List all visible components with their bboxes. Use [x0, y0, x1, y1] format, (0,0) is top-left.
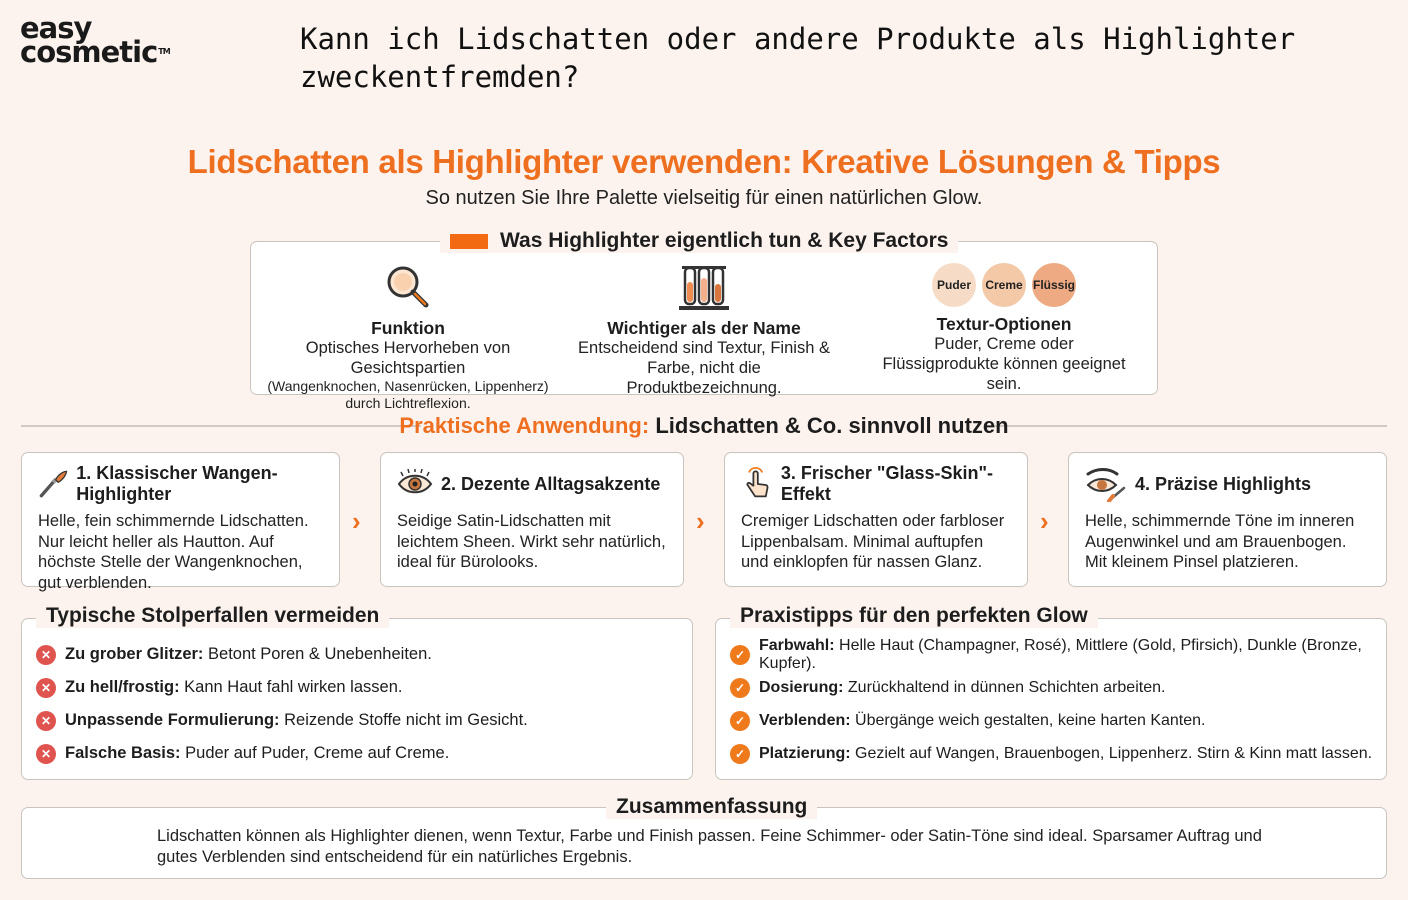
check-icon: ✓ [730, 711, 750, 731]
tips-list [730, 638, 1380, 770]
item-text: Betont Poren & Unebenheiten. [203, 645, 432, 663]
card-title: 4. Präzise Highlights [1135, 473, 1312, 494]
item-text: Helle Haut (Champagner, Rosé), Mittlere (Gold, Pfirsich), Dunkle (Bronze, Kupfer). [759, 636, 1362, 672]
card-text: Seidige Satin-Lidschatten mit leichtem Sheen. Wirkt sehr natürlich, ideal für Bürolooks. [397, 512, 666, 571]
key-factor-small-2: durch Lichtreflexion. [345, 395, 471, 411]
pitfalls-heading: Typische Stolperfallen vermeiden [36, 604, 389, 628]
application-heading-text: Lidschatten & Co. sinnvoll nutzen [655, 413, 1009, 438]
item-text: Reizende Stoffe nicht im Gesicht. [279, 711, 528, 729]
key-factors-heading [440, 229, 958, 253]
error-x-icon: ✕ [36, 678, 56, 698]
eye-icon [397, 469, 433, 499]
card-title: 3. Frischer "Glass-Skin"-Effekt [780, 463, 994, 504]
item-bold: Verblenden: [759, 711, 851, 729]
application-card-3 [724, 452, 1028, 587]
logo-trademark: TM [158, 47, 170, 56]
tips-heading: Praxistipps für den perfekten Glow [730, 604, 1098, 628]
card-text: Helle, schimmernde Töne im inneren Augenwinkel und am Brauenbogen. Mit kleinem Pinsel platzieren. [1085, 512, 1355, 571]
item-bold: Unpassende Formulierung: [65, 711, 280, 729]
error-x-icon: ✕ [36, 744, 56, 764]
magnifier-icon [383, 262, 433, 312]
item-text: Kann Haut fahl wirken lassen. [179, 678, 403, 696]
item-bold: Zu hell/frostig: [65, 678, 180, 696]
error-x-icon: ✕ [36, 645, 56, 665]
chevron-right-icon: › [352, 506, 361, 536]
key-factor-funktion [258, 262, 558, 412]
application-card-1 [21, 452, 340, 592]
item-bold: Platzierung: [759, 744, 851, 762]
application-heading-accent: Praktische Anwendung: [399, 413, 650, 438]
swatch-fluessig: Flüssig [1032, 263, 1076, 307]
key-factor-text: Optisches Hervorheben von Gesichtspartien [305, 339, 511, 377]
heading-accent-bar [450, 234, 488, 249]
page-question: Kann ich Lidschatten oder andere Produkte als Highlighter zweckentfremden? [300, 22, 1296, 94]
chevron-right-icon: › [1040, 506, 1049, 536]
check-icon: ✓ [730, 678, 750, 698]
key-factor-name [574, 262, 834, 398]
key-factors-heading-text: Was Highlighter eigentlich tun & Key Factors [500, 229, 949, 252]
key-factor-title: Textur-Optionen [936, 314, 1072, 334]
item-text: Zurückhaltend in dünnen Schichten arbeiten. [843, 678, 1166, 696]
list-item [36, 737, 676, 770]
chevron-right-icon: › [696, 506, 705, 536]
application-heading [0, 413, 1408, 439]
check-icon: ✓ [730, 744, 750, 764]
summary-text: Lidschatten können als Highlighter dienen, wenn Textur, Farbe und Finish passen. Feine Schimmer- oder Satin-Töne sind ideal. Sparsamer Auftrag und gutes Verblenden sind entscheidend für ein natürliches Ergebnis. [157, 827, 1262, 866]
brand-logo [20, 11, 170, 69]
brush-icon [38, 467, 68, 501]
list-item [36, 671, 676, 704]
page-title: Lidschatten als Highlighter verwenden: Kreative Lösungen & Tipps [187, 143, 1221, 180]
card-title: 1. Klassischer Wangen-Highlighter [76, 463, 278, 504]
card-title: 2. Dezente Alltagsakzente [441, 473, 661, 494]
item-bold: Dosierung: [759, 678, 844, 696]
texture-swatches-icon [874, 262, 1134, 308]
key-factor-textur [874, 262, 1134, 394]
card-text: Cremiger Lidschatten oder farbloser Lippenbalsam. Minimal auftupfen und einklopfen für nassen Glanz. [741, 512, 1005, 571]
item-bold: Farbwahl: [759, 636, 835, 654]
card-text: Helle, fein schimmernde Lidschatten. Nur leicht heller als Hautton. Auf höchste Stelle der Wangenknochen, gut verblenden. [38, 512, 309, 592]
list-item [36, 638, 676, 671]
key-factor-small: (Wangenknochen, Nasenrücken, Lippenherz) [267, 378, 549, 394]
key-factor-text: Entscheidend sind Textur, Finish & Farbe, nicht die Produktbezeichnung. [578, 339, 830, 397]
application-card-4 [1068, 452, 1387, 587]
swatch-puder: Puder [932, 263, 976, 307]
summary-heading: Zusammenfassung [606, 795, 817, 819]
list-item [36, 704, 676, 737]
item-bold: Falsche Basis: [65, 744, 181, 762]
list-item [730, 638, 1380, 671]
key-factor-title: Funktion [371, 318, 445, 338]
swatch-creme: Creme [982, 263, 1026, 307]
key-factor-text: Puder, Creme oder Flüssigprodukte können geeignet sein. [882, 335, 1126, 393]
eye-brush-icon [1085, 466, 1127, 502]
item-text: Übergänge weich gestalten, keine harten Kanten. [850, 711, 1206, 729]
logo-line-2 [20, 35, 170, 69]
key-factor-title: Wichtiger als der Name [607, 318, 801, 338]
list-item [730, 737, 1380, 770]
item-bold: Zu grober Glitzer: [65, 645, 204, 663]
test-tubes-icon [676, 262, 732, 312]
check-icon: ✓ [730, 645, 750, 665]
list-item [730, 704, 1380, 737]
page-subtitle: So nutzen Sie Ihre Palette vielseitig für einen natürlichen Glow. [425, 187, 983, 209]
item-text: Gezielt auf Wangen, Brauenbogen, Lippenherz. Stirn & Kinn matt lassen. [850, 744, 1373, 762]
logo-line-2-text: cosmetic [20, 35, 158, 69]
error-x-icon: ✕ [36, 711, 56, 731]
item-text: Puder auf Puder, Creme auf Creme. [180, 744, 450, 762]
application-card-2 [380, 452, 684, 587]
logo-line-1: easy [20, 11, 92, 45]
pitfalls-list [36, 638, 676, 770]
tap-hand-icon [741, 466, 773, 502]
list-item [730, 671, 1380, 704]
